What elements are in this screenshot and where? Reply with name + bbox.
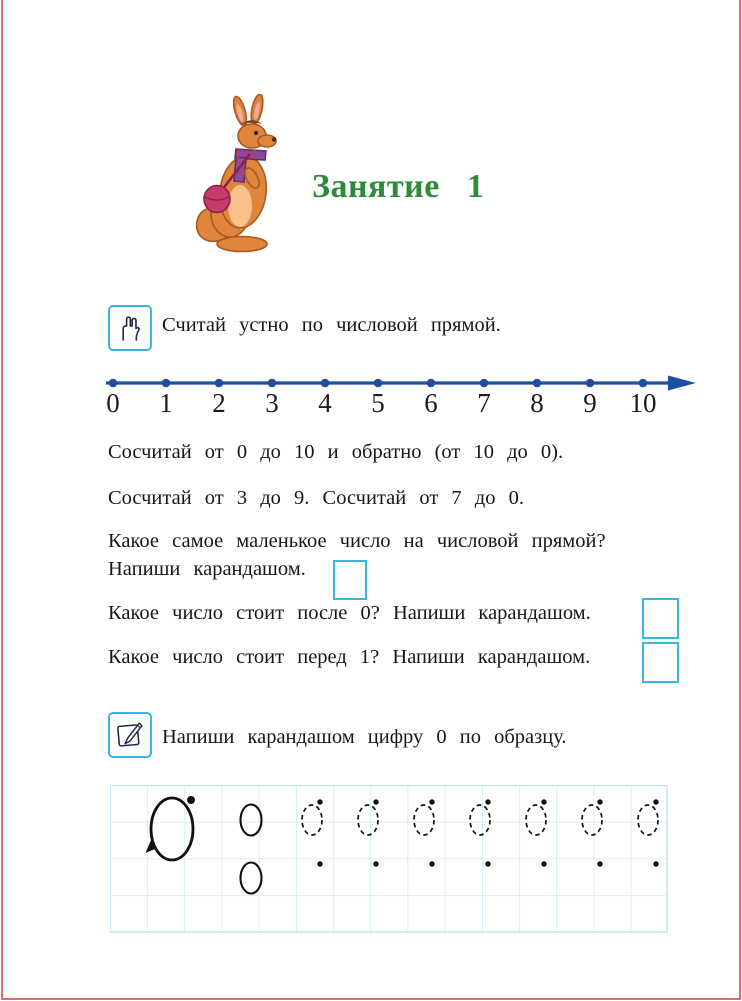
- number-line: [0, 368, 742, 430]
- lesson-title: Занятие 1: [312, 168, 485, 205]
- number-label: 9: [583, 388, 597, 418]
- number-label: 10: [629, 388, 657, 418]
- pencil-icon: [108, 712, 152, 758]
- exercise-count-0-10: Сосчитай от 0 до 10 и обратно (от 10 до 0).: [108, 441, 564, 463]
- answer-box-smallest[interactable]: [333, 560, 367, 600]
- number-label: 2: [212, 388, 226, 418]
- number-label: 3: [265, 388, 279, 418]
- exercise-smallest-line2: Напиши карандашом.: [108, 558, 306, 580]
- number-label: 8: [530, 388, 544, 418]
- stroke-start-dot: [187, 796, 195, 804]
- number-label: 7: [477, 388, 491, 418]
- answer-box-after-zero[interactable]: [642, 598, 679, 639]
- kangaroo-illustration: [190, 94, 298, 264]
- exercise-count-3-9: Сосчитай от 3 до 9. Сосчитай от 7 до 0.: [108, 487, 524, 509]
- number-label: 6: [424, 388, 438, 418]
- number-label: 5: [371, 388, 385, 418]
- practice-grid[interactable]: [110, 785, 668, 933]
- counting-hand-icon: [108, 305, 152, 351]
- writing-task-instruction: Напиши карандашом цифру 0 по образцу.: [162, 726, 567, 748]
- number-label: 4: [318, 388, 332, 418]
- exercise-smallest-line1: Какое самое маленькое число на числовой прямой?: [108, 530, 606, 552]
- arrow-icon: [668, 376, 696, 391]
- number-label: 1: [159, 388, 173, 418]
- answer-box-before-one[interactable]: [642, 642, 679, 683]
- exercise-after-zero: Какое число стоит после 0? Напиши карандашом.: [108, 602, 591, 624]
- kangaroo-foot: [217, 237, 267, 252]
- counting-task-instruction: Считай устно по числовой прямой.: [162, 314, 501, 336]
- number-label: 0: [106, 388, 120, 418]
- exercise-before-one: Какое число стоит перед 1? Напиши карандашом.: [108, 646, 591, 668]
